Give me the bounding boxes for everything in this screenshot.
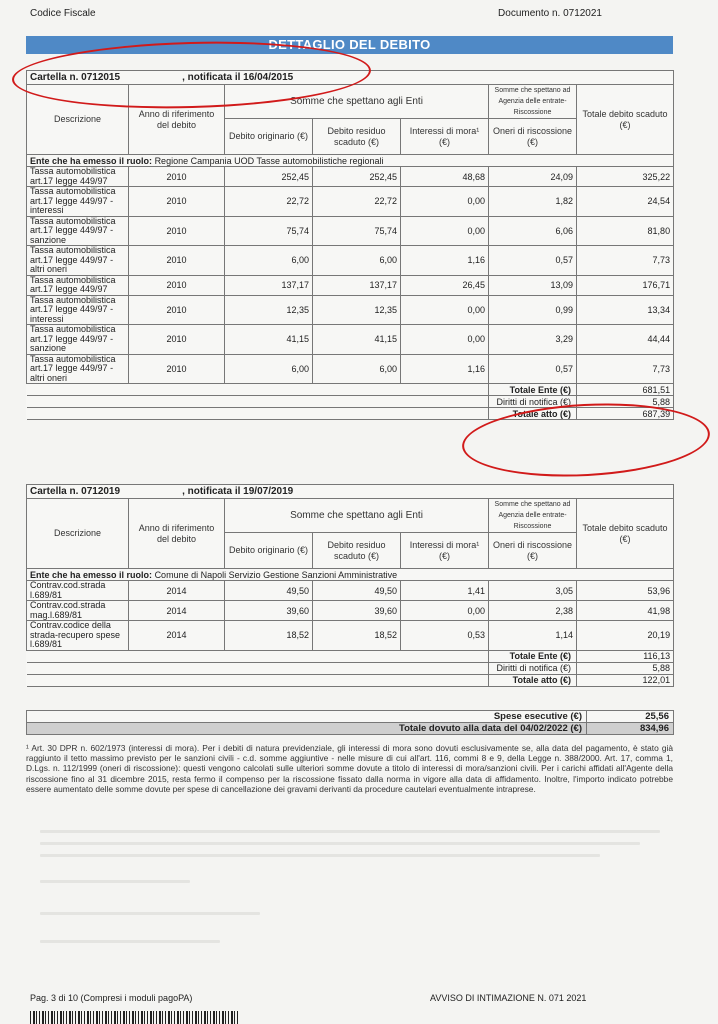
- row-debito-residuo: 22,72: [313, 187, 401, 217]
- totale-ente-label: Totale Ente (€): [489, 650, 577, 662]
- row-anno: 2010: [129, 167, 225, 187]
- totale-ente-value: 116,13: [577, 650, 674, 662]
- row-anno: 2014: [129, 601, 225, 621]
- row-debito-residuo: 137,17: [313, 275, 401, 295]
- row-debito-originario: 75,74: [225, 216, 313, 246]
- diritti-notifica-label: Diritti di notifica (€): [489, 662, 577, 674]
- barcode: [30, 1011, 240, 1024]
- totale-ente-label: Totale Ente (€): [489, 384, 577, 396]
- row-oneri: 0,99: [489, 295, 577, 325]
- row-oneri: 13,09: [489, 275, 577, 295]
- cartella-notified-date: , notificata il 16/04/2015: [182, 72, 294, 83]
- row-description: Tassa automobilistica art.17 legge 449/97: [27, 275, 129, 295]
- row-interessi: 0,53: [401, 621, 489, 651]
- row-debito-originario: 12,35: [225, 295, 313, 325]
- row-interessi: 1,41: [401, 581, 489, 601]
- row-description: Tassa automobilistica art.17 legge 449/97 - altri oneri: [27, 246, 129, 276]
- page-number: Pag. 3 di 10 (Compresi i moduli pagoPA): [30, 993, 193, 1003]
- ente-label: Ente che ha emesso il ruolo:: [30, 155, 153, 166]
- row-debito-originario: 18,52: [225, 621, 313, 651]
- col-anno: Anno di riferimento del debito: [129, 499, 225, 569]
- row-totale: 24,54: [577, 187, 674, 217]
- ente-name: Comune di Napoli Servizio Gestione Sanzioni Amministrative: [154, 569, 398, 580]
- cartella-table-2: [26, 484, 674, 687]
- totale-atto-value: 687,39: [577, 408, 674, 420]
- ente-row: [27, 155, 674, 167]
- table-row: [27, 216, 674, 246]
- totale-ente-value: 681,51: [577, 384, 674, 396]
- row-debito-residuo: 12,35: [313, 295, 401, 325]
- cartella-notified-date: , notificata il 19/07/2019: [182, 486, 294, 497]
- row-description: Contrav.cod.strada l.689/81: [27, 581, 129, 601]
- row-totale: 20,19: [577, 621, 674, 651]
- col-anno: Anno di riferimento del debito: [129, 85, 225, 155]
- row-totale: 41,98: [577, 601, 674, 621]
- row-debito-residuo: 41,15: [313, 325, 401, 355]
- avviso-reference: AVVISO DI INTIMAZIONE N. 071 2021: [430, 993, 587, 1003]
- row-interessi: 0,00: [401, 187, 489, 217]
- spese-esecutive-label: Spese esecutive (€): [27, 711, 587, 723]
- footnote: ¹ Art. 30 DPR n. 602/1973 (interessi di mora). Per i debiti di natura previdenziale, gli interessi di mora sono dovuti esclusivamente se, alla data del pagamento, è stato già raggiunto il tetto massimo previsto per le sanzioni civili - c.d. somme aggiuntive - nelle misure di cui all'art. 116, commi 8 e 9, della Legge n. 388/2000. Art. 17, comma 1, D.Lgs. n. 112/1999 (oneri di riscossione): questi vengono calcolati sulle ulteriori somme dovute a titolo di interessi di mora/sanzioni civili. Per i carichi affidati all'Agente della riscossione fino al 31 dicembre 2015, resta fermo il compenso per la riscossione fissato dalla norma in vigore alla data di affidamento. Inoltre, l'importo indicato potrebbe essere aumentato delle somme dovute per spese di cancellazione dei gravami derivanti da procedure cautelari eventualmente intraprese.: [26, 743, 673, 794]
- row-debito-residuo: 75,74: [313, 216, 401, 246]
- cartella-number: Cartella n. 0712019: [30, 486, 121, 497]
- section-title: DETTAGLIO DEL DEBITO: [26, 36, 673, 54]
- table-row: [27, 275, 674, 295]
- row-debito-originario: 6,00: [225, 246, 313, 276]
- row-interessi: 48,68: [401, 167, 489, 187]
- row-description: Tassa automobilistica art.17 legge 449/97: [27, 167, 129, 187]
- diritti-notifica-label: Diritti di notifica (€): [489, 396, 577, 408]
- table-row: [27, 187, 674, 217]
- row-debito-originario: 6,00: [225, 354, 313, 384]
- col-group-agenzia: Somme che spettano ad Agenzia delle entrate-Riscossione: [489, 499, 577, 533]
- col-debito-residuo: Debito residuo scaduto (€): [313, 533, 401, 569]
- row-interessi: 0,00: [401, 601, 489, 621]
- row-anno: 2010: [129, 246, 225, 276]
- totale-dovuto-label: Totale dovuto alla data del 04/02/2022 (€): [27, 723, 587, 735]
- cartella-number: Cartella n. 0712015: [30, 72, 121, 83]
- totale-atto-label: Totale atto (€): [489, 408, 577, 420]
- table-row: [27, 167, 674, 187]
- cartella-header: [27, 485, 674, 499]
- table-row: [27, 295, 674, 325]
- col-interessi: Interessi di mora¹ (€): [401, 119, 489, 155]
- row-debito-residuo: 49,50: [313, 581, 401, 601]
- row-interessi: 0,00: [401, 295, 489, 325]
- row-oneri: 1,82: [489, 187, 577, 217]
- row-oneri: 0,57: [489, 354, 577, 384]
- row-totale: 53,96: [577, 581, 674, 601]
- row-totale: 7,73: [577, 354, 674, 384]
- col-oneri: Oneri di riscossione (€): [489, 119, 577, 155]
- ente-row: [27, 569, 674, 581]
- diritti-notifica-value: 5,88: [577, 662, 674, 674]
- ente-name: Regione Campania UOD Tasse automobilistiche regionali: [154, 155, 384, 166]
- row-oneri: 1,14: [489, 621, 577, 651]
- row-interessi: 0,00: [401, 216, 489, 246]
- table-row: [27, 246, 674, 276]
- row-anno: 2010: [129, 275, 225, 295]
- row-debito-residuo: 39,60: [313, 601, 401, 621]
- row-debito-residuo: 6,00: [313, 354, 401, 384]
- row-oneri: 2,38: [489, 601, 577, 621]
- table-row: [27, 354, 674, 384]
- row-debito-residuo: 6,00: [313, 246, 401, 276]
- summary-table: [26, 710, 674, 735]
- table-row: [27, 325, 674, 355]
- table-row: [27, 601, 674, 621]
- row-totale: 81,80: [577, 216, 674, 246]
- row-interessi: 1,16: [401, 246, 489, 276]
- row-interessi: 1,16: [401, 354, 489, 384]
- row-interessi: 0,00: [401, 325, 489, 355]
- row-interessi: 26,45: [401, 275, 489, 295]
- col-totale: Totale debito scaduto (€): [577, 85, 674, 155]
- row-anno: 2010: [129, 325, 225, 355]
- totale-dovuto-value: 834,96: [587, 723, 674, 735]
- col-debito-residuo: Debito residuo scaduto (€): [313, 119, 401, 155]
- row-description: Tassa automobilistica art.17 legge 449/97 - sanzione: [27, 216, 129, 246]
- row-description: Tassa automobilistica art.17 legge 449/97 - sanzione: [27, 325, 129, 355]
- row-oneri: 0,57: [489, 246, 577, 276]
- col-descrizione: Descrizione: [27, 499, 129, 569]
- cartella-header: [27, 71, 674, 85]
- col-interessi: Interessi di mora¹ (€): [401, 533, 489, 569]
- row-totale: 13,34: [577, 295, 674, 325]
- documento-number: Documento n. 0712021: [498, 8, 602, 19]
- row-debito-originario: 252,45: [225, 167, 313, 187]
- row-debito-originario: 39,60: [225, 601, 313, 621]
- row-totale: 44,44: [577, 325, 674, 355]
- col-descrizione: Descrizione: [27, 85, 129, 155]
- row-description: Contrav.cod.strada mag.l.689/81: [27, 601, 129, 621]
- table-row: [27, 581, 674, 601]
- totale-atto-label: Totale atto (€): [489, 674, 577, 686]
- row-anno: 2010: [129, 216, 225, 246]
- col-debito-originario: Debito originario (€): [225, 119, 313, 155]
- col-group-enti: Somme che spettano agli Enti: [225, 499, 489, 533]
- table-row: [27, 621, 674, 651]
- row-oneri: 3,05: [489, 581, 577, 601]
- row-debito-originario: 137,17: [225, 275, 313, 295]
- col-group-enti: Somme che spettano agli Enti: [225, 85, 489, 119]
- col-oneri: Oneri di riscossione (€): [489, 533, 577, 569]
- row-anno: 2014: [129, 621, 225, 651]
- row-debito-originario: 41,15: [225, 325, 313, 355]
- col-debito-originario: Debito originario (€): [225, 533, 313, 569]
- row-totale: 325,22: [577, 167, 674, 187]
- row-description: Tassa automobilistica art.17 legge 449/97 - interessi: [27, 295, 129, 325]
- row-description: Contrav.codice della strada-recupero spese l.689/81: [27, 621, 129, 651]
- row-debito-residuo: 18,52: [313, 621, 401, 651]
- row-totale: 7,73: [577, 246, 674, 276]
- totale-atto-value: 122,01: [577, 674, 674, 686]
- col-totale: Totale debito scaduto (€): [577, 499, 674, 569]
- ente-label: Ente che ha emesso il ruolo:: [30, 569, 153, 580]
- spese-esecutive-value: 25,56: [587, 711, 674, 723]
- row-oneri: 24,09: [489, 167, 577, 187]
- col-group-agenzia: Somme che spettano ad Agenzia delle entrate-Riscossione: [489, 85, 577, 119]
- row-anno: 2014: [129, 581, 225, 601]
- row-description: Tassa automobilistica art.17 legge 449/97 - altri oneri: [27, 354, 129, 384]
- row-debito-residuo: 252,45: [313, 167, 401, 187]
- codice-fiscale-label: Codice Fiscale: [30, 8, 96, 19]
- row-description: Tassa automobilistica art.17 legge 449/97 - interessi: [27, 187, 129, 217]
- row-anno: 2010: [129, 295, 225, 325]
- row-debito-originario: 22,72: [225, 187, 313, 217]
- row-oneri: 6,06: [489, 216, 577, 246]
- row-debito-originario: 49,50: [225, 581, 313, 601]
- row-totale: 176,71: [577, 275, 674, 295]
- row-anno: 2010: [129, 187, 225, 217]
- diritti-notifica-value: 5,88: [577, 396, 674, 408]
- cartella-table-1: [26, 70, 674, 420]
- row-anno: 2010: [129, 354, 225, 384]
- page-header: [30, 8, 688, 22]
- row-oneri: 3,29: [489, 325, 577, 355]
